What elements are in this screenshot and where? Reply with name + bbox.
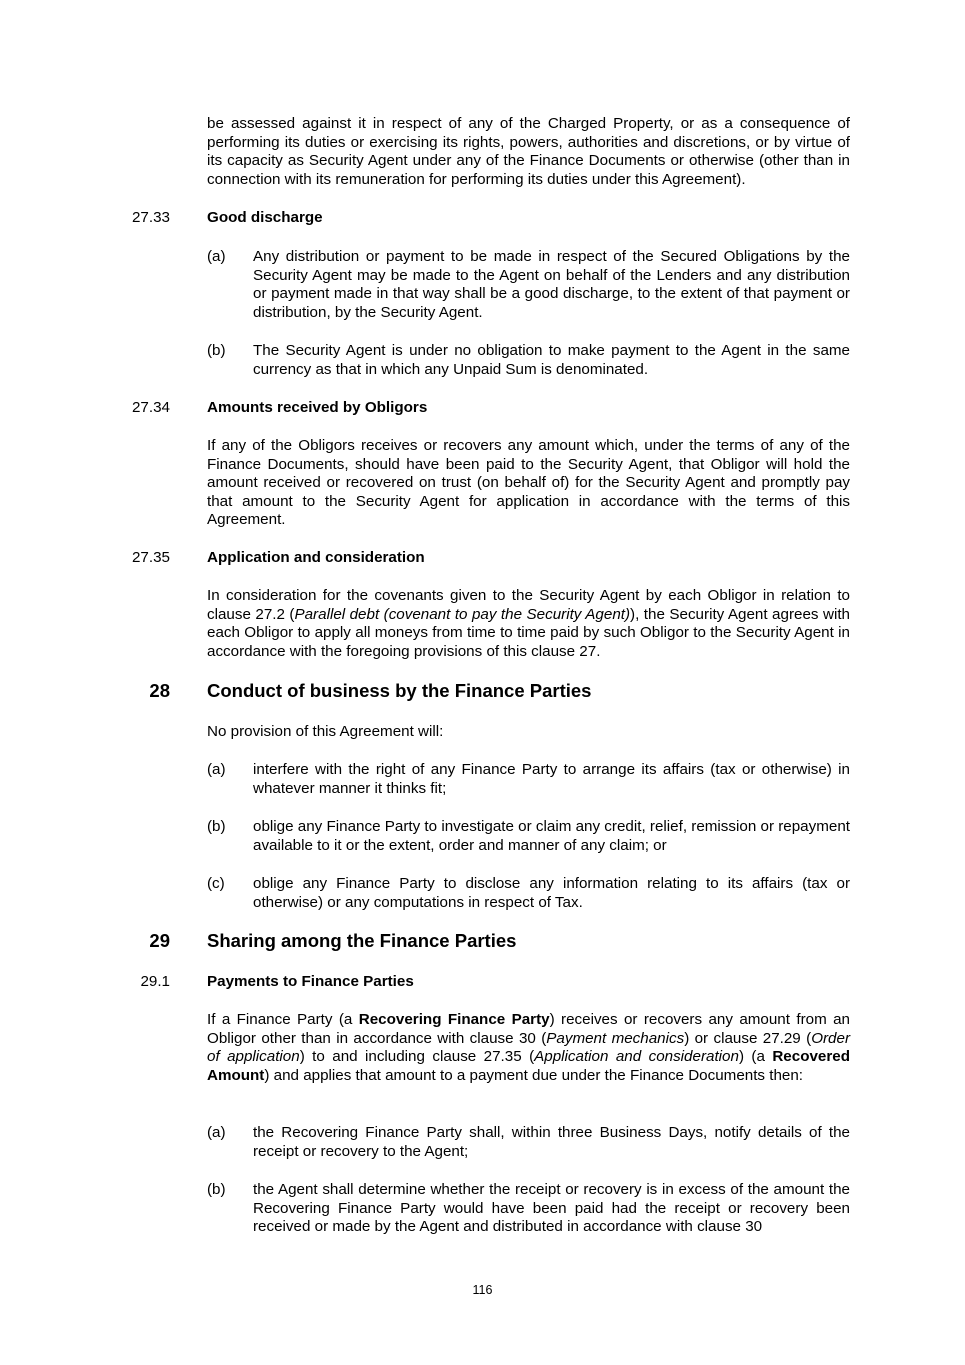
section-lead: No provision of this Agreement will:	[207, 723, 444, 740]
page-number: 116	[472, 1283, 493, 1297]
clause-number: 27.33	[131, 209, 170, 226]
section-heading: Sharing among the Finance Parties	[207, 930, 517, 951]
list-item: Any distribution or payment to be made in respect of the Secured Obligations by the Security Agent may be made to the Agent on behalf of the Lenders and any distribution or payment made in that way shall be a good discharge, to the extent of that payment or distribution, by the Security Agent.	[253, 248, 850, 321]
item-label: (a)	[207, 1124, 226, 1141]
item-label: (a)	[207, 761, 226, 778]
list-item: The Security Agent is under no obligation to make payment to the Agent in the same currency as that in which any Unpaid Sum is denominated.	[253, 342, 850, 378]
clause-heading: Amounts received by Obligors	[207, 399, 428, 416]
section-number: 29	[149, 930, 170, 951]
item-label: (b)	[207, 818, 226, 835]
item-label: (c)	[207, 875, 225, 892]
item-label: (a)	[207, 248, 226, 265]
list-item: interfere with the right of any Finance Party to arrange its affairs (tax or otherwise) in whatever manner it thinks fit;	[253, 761, 850, 797]
list-item: oblige any Finance Party to disclose any information relating to its affairs (tax or otherwise) or any computations in respect of Tax.	[253, 875, 850, 911]
section-heading: Conduct of business by the Finance Parties	[207, 680, 592, 701]
clause-heading: Application and consideration	[207, 549, 425, 566]
clause-paragraph: If a Finance Party (a Recovering Finance Party) receives or recovers any amount from an Obligor other than in accordance with clause 30 (Payment mechanics) or clause 27.29 (Order of application) to and including clause 27.35 (Application and consideration) (a Recovered Amount) and applies that amount to a payment due under the Finance Documents then:	[207, 1011, 851, 1084]
item-label: (b)	[207, 1181, 226, 1198]
list-item: oblige any Finance Party to investigate or claim any credit, relief, remission or repayment available to it or the extent, order and manner of any claim; or	[253, 818, 850, 854]
clause-paragraph: In consideration for the covenants given to the Security Agent by each Obligor in relation to clause 27.2 (Parallel debt (covenant to pay the Security Agent)), the Security Agent agrees with each Obligor to apply all moneys from time to time paid by such Obligor to the Security Agent in accordance with the foregoing provisions of this clause 27.	[207, 587, 850, 660]
clause-number: 27.34	[131, 399, 170, 416]
clause-paragraph: If any of the Obligors receives or recovers any amount which, under the terms of any of the Finance Documents, should have been paid to the Security Agent, that Obligor will hold the amount received or recovered on trust (on behalf of) for the Security Agent and promptly pay that amount to the Security Agent for application in accordance with the terms of this Agreement.	[207, 437, 850, 529]
clause-heading: Payments to Finance Parties	[207, 973, 414, 990]
clause-number: 27.35	[131, 549, 170, 566]
list-item: the Recovering Finance Party shall, within three Business Days, notify details of the receipt or recovery to the Agent;	[253, 1124, 850, 1160]
list-item: the Agent shall determine whether the receipt or recovery is in excess of the amount the Recovering Finance Party would have been paid had the receipt or recovery been received or made by the Agent and distributed in accordance with clause 30	[253, 1181, 850, 1236]
section-number: 28	[149, 680, 170, 701]
clause-heading: Good discharge	[207, 209, 323, 226]
intro-paragraph: be assessed against it in respect of any of the Charged Property, or as a consequence of performing its duties or exercising its rights, powers, authorities and discretions, or by virtue of its capacity as Security Agent under any of the Finance Documents or otherwise (other than in connection with its remuneration for performing its duties under this Agreement).	[207, 115, 850, 188]
item-label: (b)	[207, 342, 226, 359]
clause-number: 29.1	[140, 973, 170, 990]
